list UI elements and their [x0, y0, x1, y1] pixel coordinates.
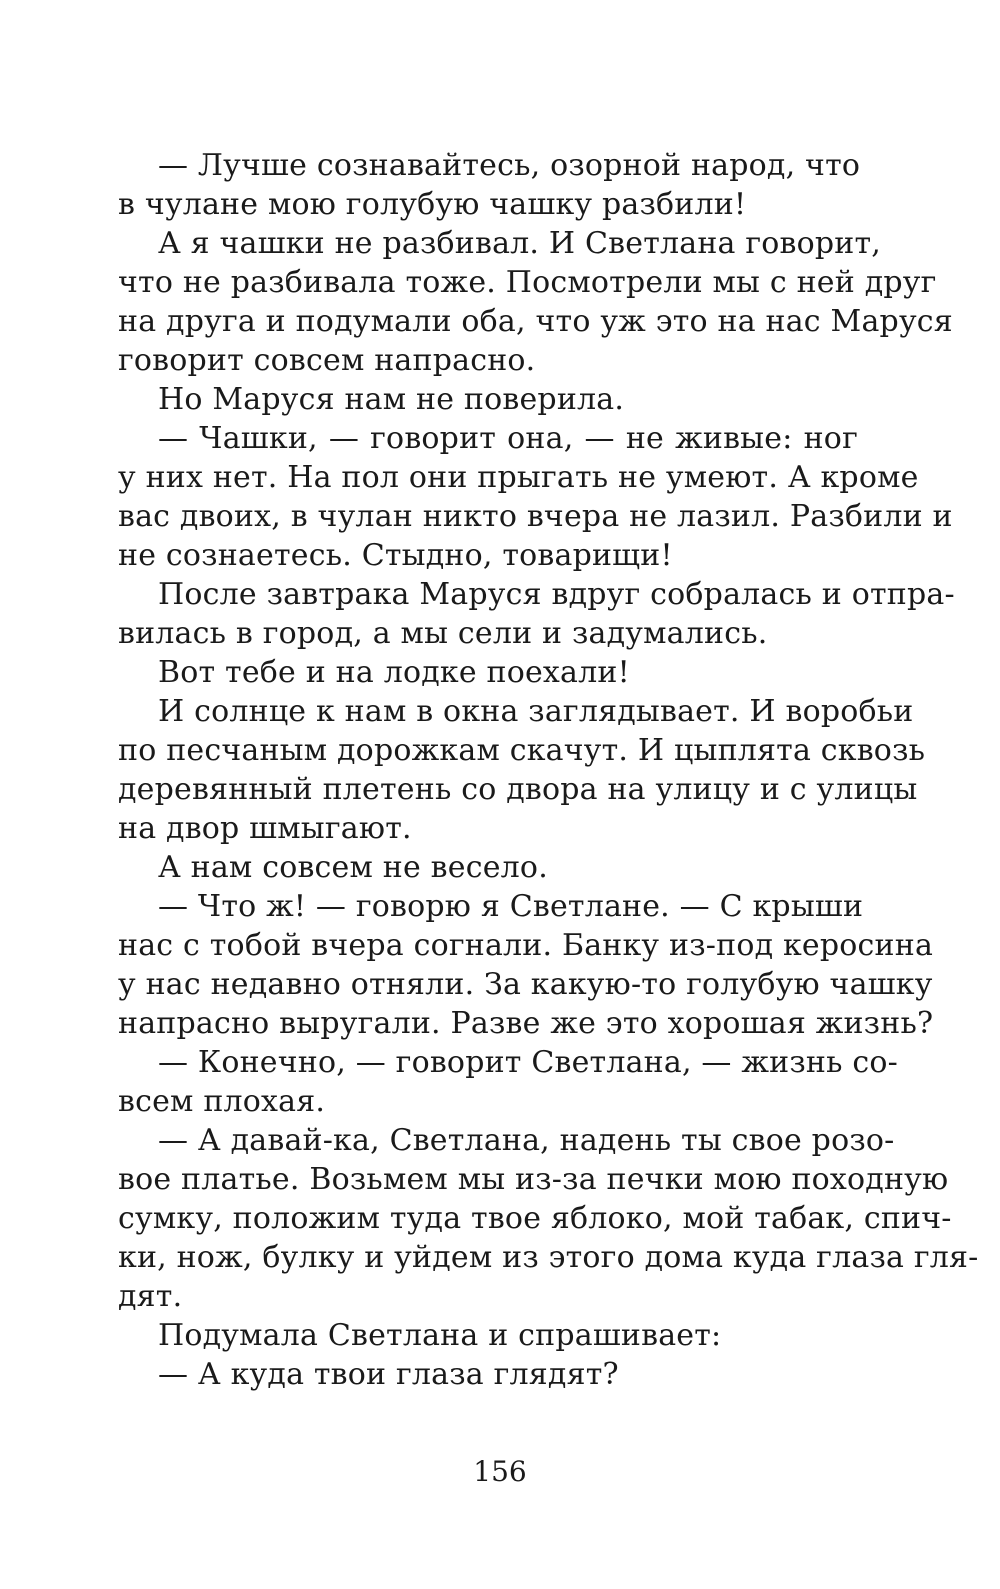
body-text — [118, 146, 979, 1394]
text-line: — Лучше сознавайтесь, озорной народ, что — [158, 148, 861, 183]
text-line: на друга и подумали оба, что уж это на нас Маруся — [118, 304, 953, 339]
text-line: — А куда твои глаза глядят? — [158, 1357, 619, 1392]
text-line: у нас недавно отняли. За какую-то голубую чашку — [118, 967, 933, 1002]
text-line: не сознаетесь. Стыдно, товарищи! — [118, 538, 673, 573]
text-line: — Чашки, — говорит она, — не живые: ног — [158, 421, 858, 456]
text-line: ки, нож, булку и уйдем из этого дома куда глаза гля- — [118, 1240, 979, 1275]
text-line: — А давай-ка, Светлана, надень ты свое розо- — [158, 1123, 895, 1158]
text-line: — Что ж! — говорю я Светлане. — С крыши — [158, 889, 864, 924]
page-number: 156 — [473, 1455, 527, 1488]
text-line: по песчаным дорожкам скачут. И цыплята сквозь — [118, 733, 926, 768]
text-line: И солнце к нам в окна заглядывает. И воробьи — [158, 694, 914, 729]
text-line: вас двоих, в чулан никто вчера не лазил. Разбили и — [118, 499, 953, 534]
text-line: говорит совсем напрасно. — [118, 343, 536, 378]
text-line: Но Маруся нам не поверила. — [158, 382, 625, 417]
text-line: Подумала Светлана и спрашивает: — [158, 1318, 722, 1353]
text-line: у них нет. На пол они прыгать не умеют. А кроме — [118, 460, 919, 495]
text-line: А я чашки не разбивал. И Светлана говорит, — [158, 226, 882, 261]
text-line: всем плохая. — [118, 1084, 326, 1119]
text-line: деревянный плетень со двора на улицу и с улицы — [118, 772, 918, 807]
text-line: Вот тебе и на лодке поехали! — [158, 655, 630, 690]
text-line: в чулане мою голубую чашку разбили! — [118, 187, 747, 222]
text-line: — Конечно, — говорит Светлана, — жизнь со- — [158, 1045, 898, 1080]
text-line: А нам совсем не весело. — [158, 850, 548, 885]
text-line: После завтрака Маруся вдруг собралась и отпра- — [158, 577, 955, 612]
text-line: вилась в город, а мы сели и задумались. — [118, 616, 768, 651]
text-line: нас с тобой вчера согнали. Банку из-под керосина — [118, 928, 934, 963]
text-line: дят. — [118, 1279, 183, 1314]
text-line: вое платье. Возьмем мы из-за печки мою походную — [118, 1162, 949, 1197]
text-line: напрасно выругали. Разве же это хорошая жизнь? — [118, 1006, 934, 1041]
text-line: сумку, положим туда твое яблоко, мой табак, спич- — [118, 1201, 952, 1236]
text-line: на двор шмыгают. — [118, 811, 412, 846]
text-line: что не разбивала тоже. Посмотрели мы с ней друг — [118, 265, 937, 300]
